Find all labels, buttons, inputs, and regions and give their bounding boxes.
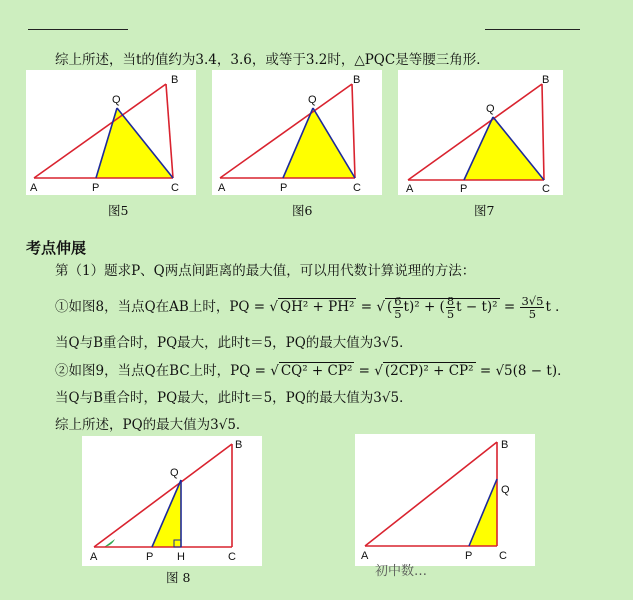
label-q: Q — [501, 484, 510, 496]
label-b: B — [171, 74, 179, 86]
section-title: 考点伸展 — [26, 239, 87, 257]
label-a: A — [406, 183, 414, 195]
case1-result: 当Q与B重合时，PQ最大，此时t＝5，PQ的最大值为3√5． — [55, 335, 413, 351]
case1-formula: ①如图8，当点Q在AB上时，PQ = √ QH² + PH² = √ ( $\frac{6}{5}$ t)² + ( $\frac{8}{5}$ t − t)² = $\frac{3√5}{5}$ t ． — [55, 294, 569, 321]
figure-9-diagram — [355, 434, 535, 566]
figure-8-diagram — [82, 436, 262, 566]
label-c: C — [228, 551, 236, 563]
caption-fig6: 图6 — [292, 203, 313, 218]
label-a: A — [361, 550, 369, 562]
label-c: C — [171, 182, 179, 194]
case2-result-line: 当Q与B重合时，PQ最大，此时t＝5，PQ的最大值为3√5． — [55, 390, 413, 406]
final-line: 综上所述，PQ的最大值为3√5． — [55, 417, 250, 433]
figure-9 — [355, 434, 535, 566]
case1-tail: t ． — [545, 299, 569, 315]
summary-line: 综上所述，当t的值约为3.4，3.6，或等于3.2时，△PQC是等腰三角形． — [55, 52, 490, 68]
label-a: A — [90, 551, 98, 563]
watermark: 初中数… — [375, 564, 428, 579]
figure-5 — [26, 70, 196, 195]
figure-7-diagram — [398, 70, 563, 195]
label-p: P — [460, 183, 468, 195]
case2-prefix: ②如图9，当点Q在BC上时，PQ = — [55, 363, 266, 379]
caption-fig8: 图 8 — [166, 570, 191, 585]
label-p: P — [146, 551, 154, 563]
label-q: Q — [170, 467, 179, 479]
case2-sqrt: CQ² + CP² — [280, 363, 353, 379]
figure-6-diagram — [212, 70, 382, 195]
label-c: C — [499, 550, 507, 562]
label-b: B — [542, 74, 550, 86]
label-c: C — [353, 182, 361, 194]
para-intro: 第（1）题求P、Q两点间距离的最大值，可以用代数计算说理的方法： — [55, 263, 476, 279]
label-b: B — [353, 74, 361, 86]
caption-fig7: 图7 — [474, 203, 495, 218]
case2-result: √5(8 − t)． — [495, 363, 571, 379]
label-h: H — [177, 551, 185, 563]
label-b: B — [235, 439, 243, 451]
case2-sqrt2: (2CP)² + CP² — [384, 363, 474, 379]
top-rule-left — [28, 29, 128, 30]
label-c: C — [542, 183, 550, 195]
case1-sqrt: QH² + PH² — [280, 299, 355, 315]
case1-prefix: ①如图8，当点Q在AB上时，PQ = — [55, 299, 266, 315]
label-q: Q — [112, 94, 121, 106]
figure-8 — [82, 436, 262, 566]
case2-formula: ②如图9，当点Q在BC上时，PQ = √ CQ² + CP² = √ (2CP)² + CP² = √5(8 − t)． — [55, 363, 571, 379]
label-q: Q — [308, 94, 317, 106]
label-p: P — [92, 182, 100, 194]
frac-6-5: $\frac{6}{5}$ — [394, 294, 402, 321]
label-p: P — [465, 550, 473, 562]
figure-7 — [398, 70, 563, 195]
frac-8-5: $\frac{8}{5}$ — [446, 294, 455, 321]
label-a: A — [30, 182, 38, 194]
figure-5-diagram — [26, 70, 196, 195]
top-rule-right — [485, 29, 580, 30]
label-b: B — [501, 439, 509, 451]
label-p: P — [280, 182, 288, 194]
figure-6 — [212, 70, 382, 195]
frac-3sqrt5-5: $\frac{3√5}{5}$ — [521, 294, 544, 321]
label-q: Q — [486, 103, 495, 115]
label-a: A — [218, 182, 226, 194]
caption-fig5: 图5 — [108, 203, 129, 218]
